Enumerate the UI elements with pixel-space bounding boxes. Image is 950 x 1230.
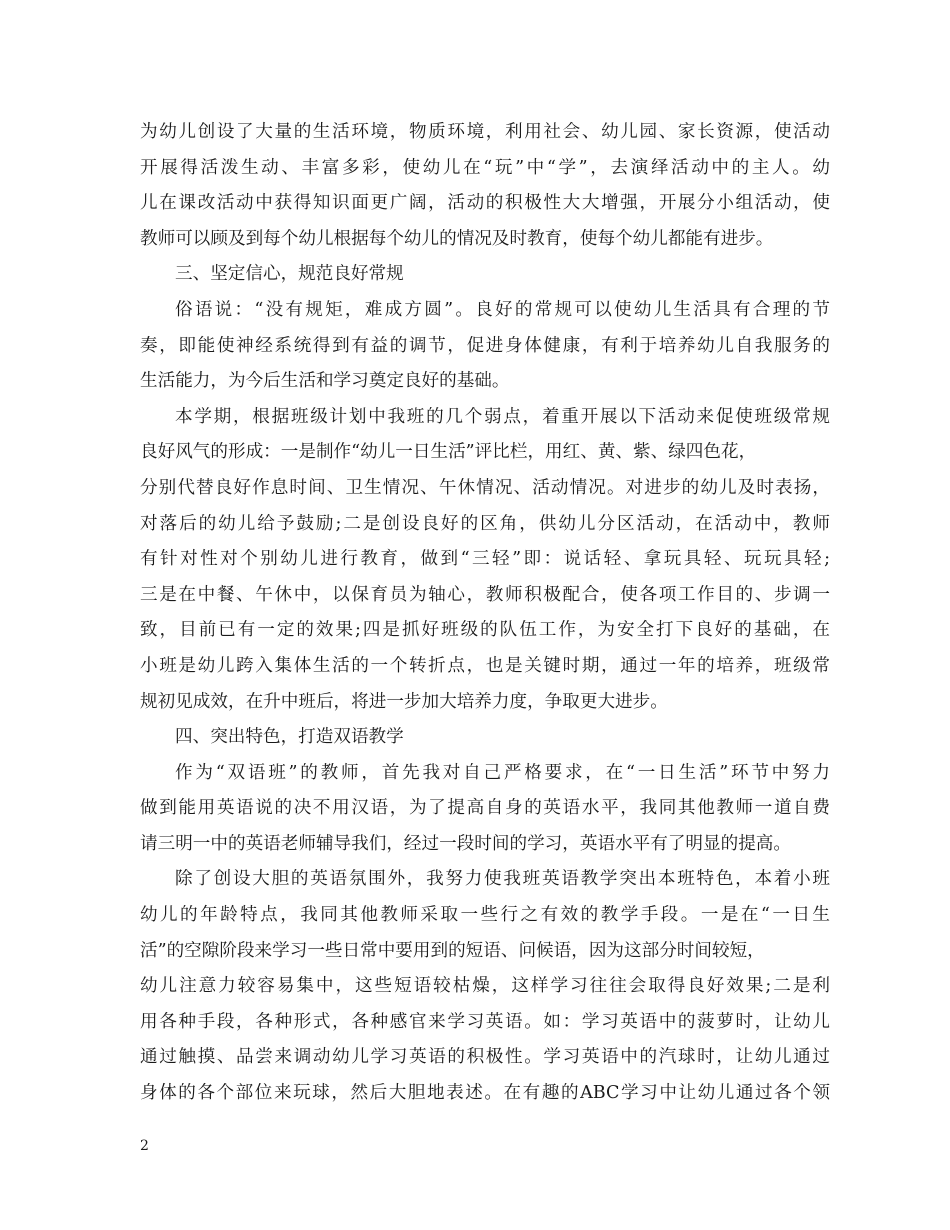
text-line: 教师可以顾及到每个幼儿根据每个幼儿的情况及时教育，使每个幼儿都能有进步。 [140, 228, 774, 249]
text-line: 生活能力，为今后生活和学习奠定良好的基础。 [140, 371, 510, 392]
text-line: 用各种手段，各种形式，各种感官来学习英语。如：学习英语中的菠萝时，让幼儿 [140, 1011, 830, 1032]
text-line: 幼儿注意力较容易集中，这些短语较枯燥，这样学习往往会取得良好效果;二是利 [140, 976, 830, 997]
text-line: 除了创设大胆的英语氛围外，我努力使我班英语教学突出本班特色，本着小班 [175, 869, 830, 890]
text-line: 作为“双语班”的教师，首先我对自己严格要求，在“一日生活”环节中努力 [175, 762, 830, 783]
text-line: 活”的空隙阶段来学习一些日常中要用到的短语、问候语，因为这部分时间较短， [140, 940, 765, 961]
text-line: 奏，即能使神经系统得到有益的调节，促进身体健康，有利于培养幼儿自我服务的 [140, 335, 830, 356]
text-line: 致，目前已有一定的效果;四是抓好班级的队伍工作，为安全打下良好的基础，在 [140, 620, 830, 641]
page-number: 2 [140, 1138, 149, 1154]
text-line: 四、突出特色，打造双语教学 [175, 727, 404, 748]
text-line: 本学期，根据班级计划中我班的几个弱点，着重开展以下活动来促使班级常规 [175, 406, 830, 427]
text-line: 开展得活泼生动、丰富多彩，使幼儿在“玩”中“学”，去演绎活动中的主人。幼 [140, 157, 830, 178]
text-line: 身体的各个部位来玩球，然后大胆地表述。在有趣的ABC学习中让幼儿通过各个领 [140, 1083, 830, 1104]
text-line: 做到能用英语说的决不用汉语，为了提高自身的英语水平，我同其他教师一道自费 [140, 798, 830, 819]
text-line: 小班是幼儿跨入集体生活的一个转折点，也是关键时期，通过一年的培养，班级常 [140, 655, 830, 676]
text-line: 有针对性对个别幼儿进行教育，做到“三轻”即：说话轻、拿玩具轻、玩玩具轻; [140, 549, 830, 570]
text-line: 良好风气的形成：一是制作“幼儿一日生活”评比栏，用红、黄、紫、绿四色花， [140, 442, 757, 463]
text-line: 为幼儿创设了大量的生活环境，物质环境，利用社会、幼儿园、家长资源，使活动 [140, 122, 830, 142]
text-line: 俗语说：“没有规矩，难成方圆”。良好的常规可以使幼儿生活具有合理的节 [175, 299, 830, 320]
text-line: 三、坚定信心，规范良好常规 [175, 264, 404, 285]
text-line: 三是在中餐、午休中，以保育员为轴心，教师积极配合，使各项工作目的、步调一 [140, 584, 830, 605]
text-line: 儿在课改活动中获得知识面更广阔，活动的积极性大大增强，开展分小组活动，使 [140, 193, 830, 214]
text-line: 通过触摸、品尝来调动幼儿学习英语的积极性。学习英语中的汽球时，让幼儿通过 [140, 1047, 830, 1068]
text-line: 请三明一中的英语老师辅导我们，经过一段时间的学习，英语水平有了明显的提高。 [140, 833, 791, 854]
body-text [140, 115, 830, 1112]
text-line: 对落后的幼儿给予鼓励;二是创设良好的区角，供幼儿分区活动，在活动中，教师 [140, 513, 830, 534]
text-line: 规初见成效，在升中班后，将进一步加大培养力度，争取更大进步。 [140, 691, 668, 712]
text-line: 幼儿的年龄特点，我同其他教师采取一些行之有效的教学手段。一是在“一日生 [140, 905, 830, 926]
text-line: 分别代替良好作息时间、卫生情况、午休情况、活动情况。对进步的幼儿及时表扬， [140, 477, 830, 498]
